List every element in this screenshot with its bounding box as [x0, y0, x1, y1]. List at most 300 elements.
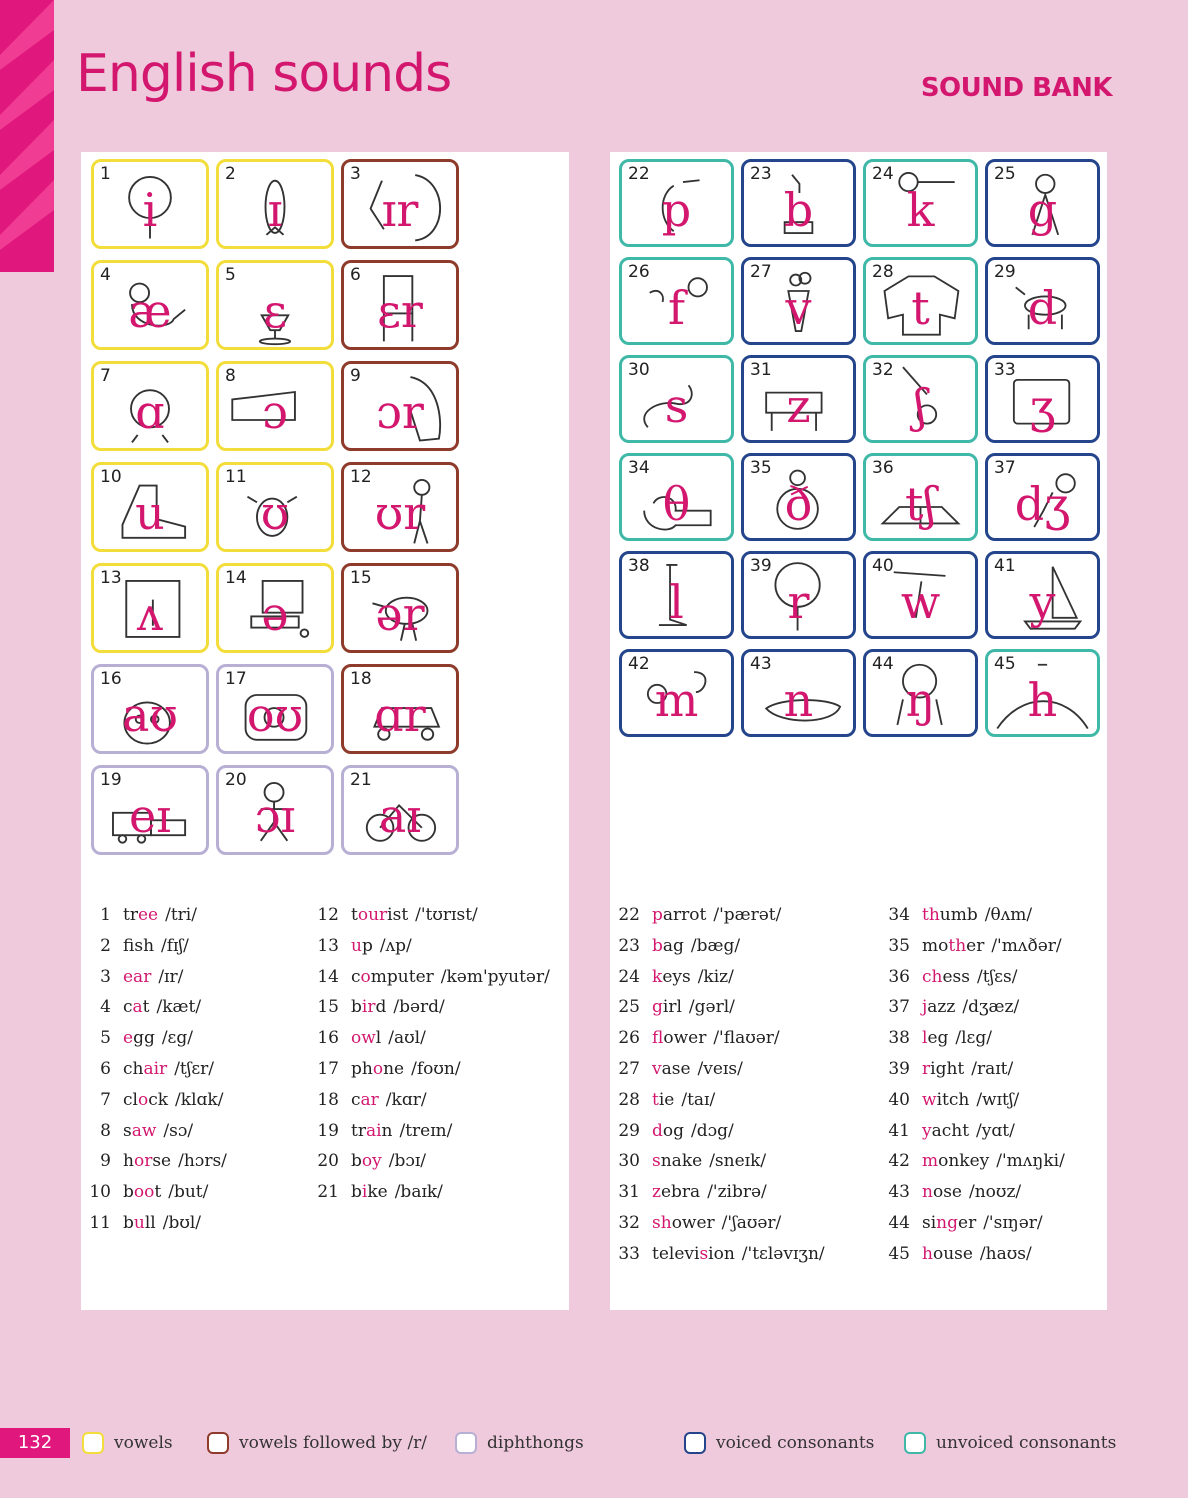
word-highlight: ow — [351, 1028, 376, 1049]
example-word — [652, 900, 706, 931]
card-number: 34 — [628, 458, 650, 478]
word-list-3 — [610, 900, 825, 1270]
card-number: 18 — [350, 669, 372, 689]
word-part: si — [922, 1212, 937, 1233]
word-part: umb — [939, 905, 978, 925]
example-word — [652, 962, 691, 993]
legend-swatch-icon — [82, 1432, 104, 1454]
word-highlight: ir — [361, 997, 376, 1018]
example-word — [652, 992, 682, 1023]
sound-card-9 — [341, 361, 459, 451]
word-number: 6 — [100, 1058, 111, 1079]
phonetic-symbol: w — [900, 575, 941, 629]
card-number: 29 — [994, 262, 1016, 282]
word-number: 24 — [618, 966, 640, 987]
word-number: 43 — [888, 1182, 910, 1203]
word-highlight: oy — [361, 1151, 382, 1172]
word-row — [81, 900, 227, 931]
example-word — [351, 931, 373, 962]
card-number: 44 — [872, 654, 894, 674]
example-word — [652, 1177, 700, 1208]
ipa-transcription: /'mʌðər/ — [991, 935, 1062, 956]
phonetic-symbol: ɛ — [263, 284, 287, 338]
ipa-transcription: /ɛg/ — [161, 1028, 193, 1049]
word-number: 5 — [100, 1028, 111, 1049]
word-part: itch — [936, 1089, 970, 1110]
sound-card-45 — [985, 649, 1100, 737]
word-number: 28 — [618, 1089, 640, 1110]
sound-card-24 — [863, 159, 978, 247]
word-number: 41 — [888, 1120, 910, 1141]
sound-card-21 — [341, 765, 459, 855]
word-number: 9 — [100, 1151, 111, 1172]
word-row — [880, 1023, 1065, 1054]
sound-card-38 — [619, 551, 734, 639]
phonetic-symbol: aɪ — [378, 789, 422, 843]
phonetic-symbol: h — [1027, 673, 1058, 727]
card-number: 27 — [750, 262, 772, 282]
word-number: 45 — [888, 1243, 910, 1264]
example-word — [123, 1146, 171, 1177]
example-word — [123, 962, 151, 993]
word-part: televi — [652, 1243, 700, 1264]
word-row — [610, 1146, 825, 1177]
sound-card-16 — [91, 664, 209, 754]
sound-card-25 — [985, 159, 1100, 247]
phonetic-symbol: z — [786, 379, 811, 433]
word-row — [880, 1054, 1065, 1085]
word-row — [309, 931, 550, 962]
word-highlight: o — [360, 966, 371, 987]
word-number: 2 — [100, 935, 111, 956]
word-part: ess — [942, 966, 970, 987]
word-row — [309, 962, 550, 993]
word-number: 26 — [618, 1028, 640, 1049]
example-word — [123, 1023, 155, 1054]
ipa-transcription: /'pærət/ — [713, 905, 782, 925]
phonetic-symbol: k — [906, 183, 935, 237]
word-part: ph — [351, 1058, 373, 1079]
legend-label: voiced consonants — [716, 1433, 875, 1453]
legend-swatch-icon — [207, 1432, 229, 1454]
phonetic-symbol: b — [783, 183, 814, 237]
word-highlight: p — [652, 905, 663, 925]
word-part: onkey — [938, 1151, 990, 1172]
example-word — [652, 1085, 674, 1116]
phonetic-symbol: s — [664, 379, 689, 433]
phonetic-symbol: ʌ — [137, 587, 163, 641]
word-row — [81, 962, 227, 993]
word-row — [309, 1085, 550, 1116]
word-number: 15 — [317, 997, 339, 1018]
word-highlight: r — [922, 1058, 931, 1079]
sound-card-42 — [619, 649, 734, 737]
word-part: ck — [148, 1089, 169, 1110]
word-part: lower — [663, 1028, 707, 1049]
ipa-transcription: /ɪr/ — [158, 966, 184, 987]
ipa-transcription: /wɪtʃ/ — [976, 1089, 1020, 1110]
word-highlight: d — [652, 1120, 663, 1141]
word-part: ower — [671, 1212, 715, 1233]
ipa-transcription: /kiz/ — [697, 966, 734, 987]
sound-card-44 — [863, 649, 978, 737]
card-number: 10 — [100, 467, 122, 487]
word-highlight: n — [922, 1182, 933, 1203]
ipa-transcription: /θʌm/ — [984, 905, 1033, 925]
word-number: 39 — [888, 1058, 910, 1079]
word-part: b — [351, 1151, 362, 1172]
card-number: 15 — [350, 568, 372, 588]
word-part: f — [123, 935, 135, 956]
phonetic-symbol: ə — [261, 587, 289, 641]
example-word — [351, 992, 386, 1023]
section-label: SOUND BANK — [920, 73, 1112, 103]
word-part: ouse — [932, 1243, 973, 1264]
word-part: nake — [660, 1151, 703, 1172]
card-number: 31 — [750, 360, 772, 380]
example-word — [123, 992, 150, 1023]
sound-card-27 — [741, 257, 856, 345]
page-number: 132 — [0, 1428, 70, 1458]
card-number: 4 — [100, 265, 111, 285]
word-part: h — [123, 1151, 134, 1172]
example-word — [123, 1208, 156, 1239]
word-number: 29 — [618, 1120, 640, 1141]
word-row — [880, 1085, 1065, 1116]
phonetic-symbol: tʃ — [905, 477, 936, 531]
word-row — [880, 1177, 1065, 1208]
word-row — [81, 992, 227, 1023]
vowels-panel — [81, 152, 569, 1310]
word-highlight: a — [132, 997, 143, 1018]
consonants-panel — [610, 152, 1107, 1310]
word-part: gg — [133, 1028, 155, 1049]
legend-swatch-icon — [904, 1432, 926, 1454]
word-row — [880, 962, 1065, 993]
word-highlight: i — [361, 1182, 368, 1203]
word-number: 10 — [89, 1182, 111, 1203]
decorative-stripe — [0, 0, 54, 272]
example-word — [351, 1177, 388, 1208]
word-number: 42 — [888, 1151, 910, 1172]
ipa-transcription: /bæg/ — [690, 935, 741, 956]
phonetic-symbol: ər — [375, 587, 425, 641]
legend-item-voiced — [684, 1432, 874, 1454]
word-number: 17 — [317, 1058, 339, 1079]
sound-card-29 — [985, 257, 1100, 345]
card-number: 33 — [994, 360, 1016, 380]
ipa-transcription: /gərl/ — [688, 997, 735, 1018]
example-word — [922, 1208, 976, 1239]
ipa-transcription: /'zibrə/ — [707, 1182, 767, 1203]
ipa-transcription: /sɔ/ — [163, 1120, 194, 1141]
card-number: 43 — [750, 654, 772, 674]
ipa-transcription: /yɑt/ — [976, 1120, 1015, 1141]
sound-card-34 — [619, 453, 734, 541]
ipa-transcription: /'flaʊər/ — [713, 1028, 780, 1049]
word-highlight: f — [652, 1028, 664, 1049]
sound-card-30 — [619, 355, 734, 443]
word-number: 35 — [888, 935, 910, 956]
example-word — [123, 900, 158, 931]
phonetic-symbol: dʒ — [1014, 477, 1071, 531]
word-row — [610, 1208, 825, 1239]
ipa-transcription: /aʊl/ — [388, 1028, 426, 1049]
sound-card-32 — [863, 355, 978, 443]
word-row — [610, 992, 825, 1023]
word-part: l — [375, 1028, 382, 1049]
legend-item-vowels — [82, 1432, 173, 1454]
word-number: 12 — [317, 905, 339, 925]
ipa-transcription: /baɪk/ — [394, 1182, 443, 1203]
legend-item-vowels-r — [207, 1432, 427, 1454]
sound-card-6 — [341, 260, 459, 350]
word-number: 25 — [618, 997, 640, 1018]
card-number: 25 — [994, 164, 1016, 184]
sound-card-2 — [216, 159, 334, 249]
phonetic-symbol: oʊ — [246, 688, 304, 742]
word-row — [610, 1023, 825, 1054]
phonetic-symbol: ɔr — [376, 385, 424, 439]
word-part: se — [152, 1151, 172, 1172]
word-part: og — [662, 1120, 685, 1141]
page-footer — [0, 1428, 1188, 1460]
word-row — [309, 992, 550, 1023]
word-highlight: oo — [133, 1182, 155, 1203]
word-part: eys — [662, 966, 691, 987]
phonetic-symbol: ʃ — [914, 379, 927, 433]
word-part: ne — [383, 1058, 405, 1079]
word-part: b — [351, 997, 362, 1018]
phonetic-symbol: ɛr — [377, 284, 423, 338]
sound-card-18 — [341, 664, 459, 754]
word-highlight: u — [351, 935, 362, 956]
word-highlight: sh — [652, 1212, 672, 1233]
word-row — [81, 1085, 227, 1116]
sound-card-12 — [341, 462, 459, 552]
word-row — [610, 962, 825, 993]
word-number: 7 — [100, 1089, 111, 1110]
word-part: ose — [932, 1182, 962, 1203]
word-row — [309, 1054, 550, 1085]
word-row — [880, 1146, 1065, 1177]
card-number: 9 — [350, 366, 361, 386]
word-part: ll — [144, 1212, 156, 1233]
word-highlight: air — [143, 1058, 168, 1079]
example-word — [351, 962, 434, 993]
sound-card-22 — [619, 159, 734, 247]
ipa-transcription: /foʊn/ — [411, 1058, 461, 1079]
phonetic-symbol: aʊ — [122, 688, 178, 742]
card-number: 12 — [350, 467, 372, 487]
word-row — [81, 1177, 227, 1208]
word-row — [610, 931, 825, 962]
sound-card-7 — [91, 361, 209, 451]
card-number: 13 — [100, 568, 122, 588]
word-part: er — [966, 935, 985, 956]
word-number: 21 — [317, 1182, 339, 1203]
card-number: 20 — [225, 770, 247, 790]
word-list-1 — [81, 900, 227, 1239]
card-number: 16 — [100, 669, 122, 689]
example-word — [922, 1177, 962, 1208]
word-highlight: k — [652, 966, 663, 987]
word-row — [610, 1177, 825, 1208]
phonetic-symbol: ɔ — [262, 385, 288, 439]
example-word — [652, 1239, 735, 1270]
word-part: ke — [367, 1182, 388, 1203]
example-word — [652, 1116, 684, 1147]
word-row — [880, 1116, 1065, 1147]
example-word — [351, 900, 408, 931]
legend-swatch-icon — [684, 1432, 706, 1454]
word-row — [610, 1085, 825, 1116]
word-row — [81, 1023, 227, 1054]
word-highlight: t — [652, 1089, 659, 1110]
word-highlight: w — [922, 1089, 937, 1110]
phonetic-symbol: ɔɪ — [254, 789, 296, 843]
word-highlight: z — [652, 1182, 661, 1203]
word-part: n — [381, 1120, 393, 1141]
word-row — [309, 1177, 550, 1208]
word-row — [309, 1023, 550, 1054]
example-word — [123, 1116, 156, 1147]
sound-card-40 — [863, 551, 978, 639]
sound-card-13 — [91, 563, 209, 653]
word-number: 27 — [618, 1058, 640, 1079]
word-number: 3 — [100, 966, 111, 987]
sound-card-41 — [985, 551, 1100, 639]
word-part: t — [142, 997, 150, 1018]
legend-item-diphthongs — [455, 1432, 584, 1454]
word-highlight: ar — [360, 1089, 379, 1110]
word-part: d — [375, 997, 387, 1018]
phonetic-symbol: ʒ — [1029, 379, 1056, 433]
card-number: 28 — [872, 262, 894, 282]
phonetic-symbol: f — [667, 281, 686, 335]
word-number: 44 — [888, 1212, 910, 1233]
phonetic-symbol: v — [785, 281, 812, 335]
word-part: ist — [387, 905, 409, 925]
ipa-transcription: /'tʊrɪst/ — [415, 905, 478, 925]
ipa-transcription: /'mʌŋki/ — [996, 1151, 1065, 1172]
word-part: sh — [134, 935, 155, 956]
card-number: 42 — [628, 654, 650, 674]
example-word — [922, 900, 978, 931]
phonetic-symbol: ð — [784, 477, 813, 531]
example-word — [652, 931, 684, 962]
sound-card-26 — [619, 257, 734, 345]
example-word — [351, 1146, 382, 1177]
word-highlight: or — [133, 1151, 153, 1172]
word-number: 14 — [317, 966, 339, 987]
example-word — [351, 1023, 381, 1054]
card-number: 23 — [750, 164, 772, 184]
ipa-transcription: /treɪn/ — [399, 1120, 453, 1141]
card-number: 24 — [872, 164, 894, 184]
word-part: arrot — [662, 905, 707, 925]
ipa-transcription: /'tɛləvɪʒn/ — [741, 1243, 825, 1264]
word-highlight: ee — [137, 905, 159, 925]
example-word — [123, 1085, 168, 1116]
word-number: 32 — [618, 1212, 640, 1233]
card-number: 36 — [872, 458, 894, 478]
word-highlight: ng — [936, 1212, 959, 1233]
word-row — [81, 931, 227, 962]
example-word — [922, 962, 970, 993]
phonetic-symbol: ŋ — [905, 673, 936, 727]
sound-card-28 — [863, 257, 978, 345]
word-highlight: our — [357, 905, 388, 925]
example-word — [652, 1023, 706, 1054]
word-part: p — [361, 935, 373, 956]
word-part: mo — [922, 935, 949, 956]
word-highlight: b — [652, 935, 663, 956]
card-number: 37 — [994, 458, 1016, 478]
word-part: b — [351, 1182, 362, 1203]
word-part: tr — [351, 1120, 366, 1141]
phonetic-symbol: i — [142, 183, 158, 237]
word-number: 34 — [888, 905, 910, 925]
word-part: ase — [661, 1058, 691, 1079]
sound-card-10 — [91, 462, 209, 552]
card-number: 1 — [100, 164, 111, 184]
sound-card-4 — [91, 260, 209, 350]
word-part: t — [351, 905, 358, 925]
word-row — [309, 1116, 550, 1147]
card-number: 26 — [628, 262, 650, 282]
sound-card-37 — [985, 453, 1100, 541]
word-row — [81, 1054, 227, 1085]
ipa-transcription: /lɛg/ — [955, 1028, 992, 1049]
word-number: 22 — [618, 905, 640, 925]
word-highlight: e — [123, 1028, 134, 1049]
card-number: 5 — [225, 265, 236, 285]
word-part: azz — [927, 997, 956, 1018]
word-part: s — [123, 1120, 132, 1141]
ipa-transcription: /noʊz/ — [968, 1182, 1022, 1203]
word-highlight: th — [948, 935, 967, 956]
ipa-transcription: /tʃɛr/ — [174, 1058, 215, 1079]
word-number: 20 — [317, 1151, 339, 1172]
sound-card-17 — [216, 664, 334, 754]
word-row — [610, 1054, 825, 1085]
word-number: 18 — [317, 1089, 339, 1110]
example-word — [922, 1054, 964, 1085]
card-number: 8 — [225, 366, 236, 386]
ipa-transcription: /bɔɪ/ — [388, 1151, 427, 1172]
word-part: ebra — [660, 1182, 701, 1203]
card-number: 38 — [628, 556, 650, 576]
example-word — [922, 1023, 948, 1054]
word-part: mputer — [370, 966, 434, 987]
word-highlight: aw — [131, 1120, 157, 1141]
word-row — [880, 1239, 1065, 1270]
phonetic-symbol: r — [787, 575, 810, 629]
ipa-transcription: /bʊl/ — [162, 1212, 202, 1233]
word-number: 23 — [618, 935, 640, 956]
ipa-transcription: /'ʃaʊər/ — [721, 1212, 782, 1233]
card-number: 7 — [100, 366, 111, 386]
ipa-transcription: /kəm'pyutər/ — [440, 966, 550, 987]
word-row — [81, 1208, 227, 1239]
word-part: c — [351, 966, 361, 987]
word-row — [880, 900, 1065, 931]
word-number: 13 — [317, 935, 339, 956]
example-word — [652, 1208, 715, 1239]
sound-card-14 — [216, 563, 334, 653]
example-word — [922, 931, 984, 962]
